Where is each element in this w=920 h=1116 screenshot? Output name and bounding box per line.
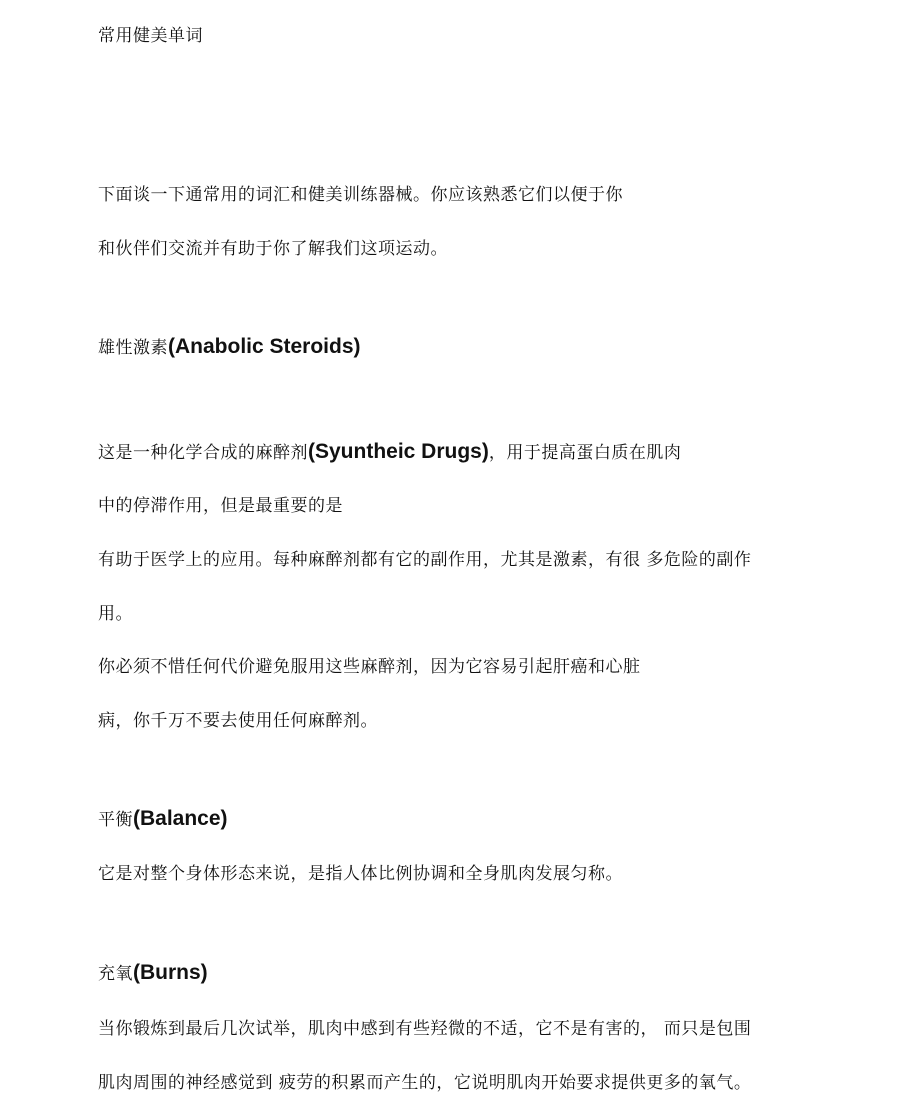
intro-line-2: 和伙伴们交流并有助于你了解我们这项运动。 xyxy=(98,239,448,259)
text-segment: ，用于提高蛋白质在肌肉 xyxy=(488,443,682,463)
heading-en: (Balance) xyxy=(133,807,228,830)
section-heading-burns xyxy=(98,962,208,985)
heading-cn: 充氧 xyxy=(98,964,133,984)
heading-en: (Anabolic Steroids) xyxy=(168,335,361,358)
section-1-line-5: 你必须不惜任何代价避免服用这些麻醉剂，因为它容易引起肝癌和心脏 xyxy=(98,657,641,677)
text-segment: 这是一种化学合成的麻醉剂 xyxy=(98,443,308,463)
heading-cn: 平衡 xyxy=(98,810,133,830)
section-1-line-4: 用。 xyxy=(98,604,133,624)
document-title: 常用健美单词 xyxy=(98,26,203,46)
section-1-line-1 xyxy=(98,441,681,464)
section-1-line-3: 有助于医学上的应用。每种麻醉剂都有它的副作用，尤其是激素，有很 多危险的副作 xyxy=(98,550,752,570)
section-heading-balance xyxy=(98,808,228,831)
heading-cn: 雄性激素 xyxy=(98,338,168,358)
section-1-line-6: 病，你千万不要去使用任何麻醉剂。 xyxy=(98,711,378,731)
section-heading-anabolic-steroids xyxy=(98,336,361,359)
heading-en: (Burns) xyxy=(133,961,208,984)
section-3-line-2: 肌肉周围的神经感觉到 疲劳的积累而产生的，它说明肌肉开始要求提供更多的氧气。 xyxy=(98,1073,752,1093)
section-3-line-1: 当你锻炼到最后几次试举，肌肉中感到有些羟微的不适，它不是有害的， 而只是包围 xyxy=(98,1019,752,1039)
term-en: (Syuntheic Drugs) xyxy=(308,440,489,463)
section-2-line-1: 它是对整个身体形态来说，是指人体比例协调和全身肌肉发展匀称。 xyxy=(98,864,623,884)
intro-line-1: 下面谈一下通常用的词汇和健美训练器械。你应该熟悉它们以便于你 xyxy=(98,185,623,205)
section-1-line-2: 中的停滞作用，但是最重要的是 xyxy=(98,496,343,516)
